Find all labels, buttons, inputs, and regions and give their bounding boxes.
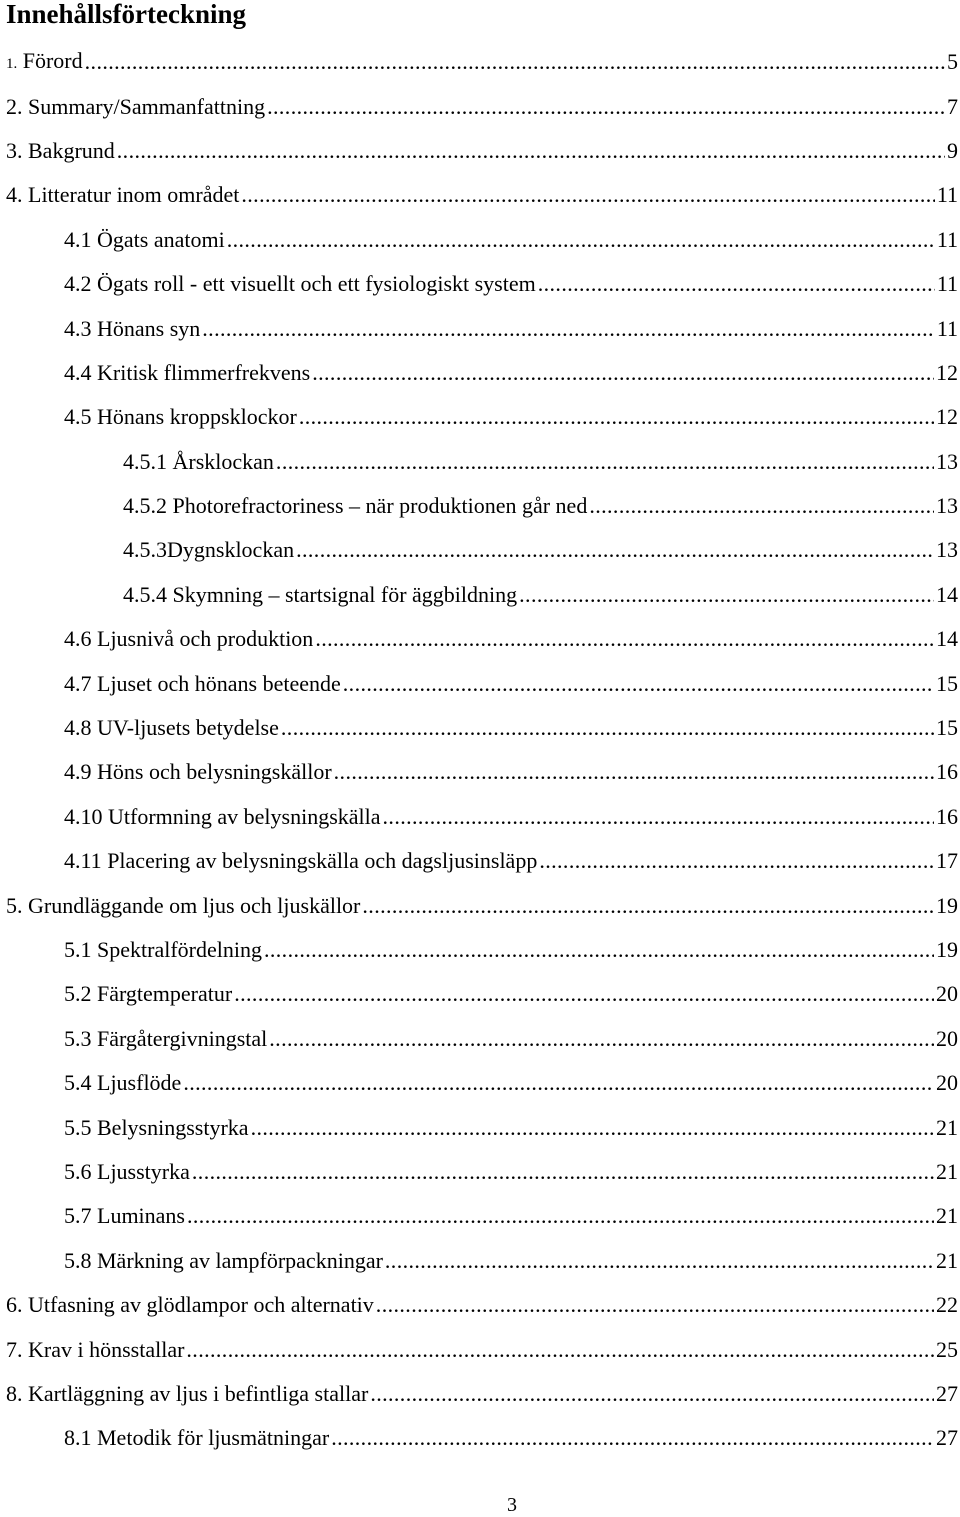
- toc-entry-label: Spektralfördelning: [97, 937, 262, 962]
- dot-leader: [539, 839, 934, 883]
- toc-entry-number: 4.11: [64, 848, 102, 874]
- dot-leader: [370, 1372, 934, 1416]
- toc-entry-number: 4.7: [64, 670, 92, 696]
- toc-entry[interactable]: [0, 795, 958, 839]
- toc-entry-title: [6, 884, 360, 928]
- toc-entry-page: 5: [947, 49, 958, 75]
- toc-entry[interactable]: [0, 972, 958, 1016]
- toc-heading: Innehållsförteckning: [6, 0, 247, 29]
- toc-entry-label: Årsklockan: [172, 448, 274, 474]
- toc-entry-label: Hönans kroppsklockor: [97, 404, 297, 430]
- dot-leader: [187, 1194, 934, 1238]
- toc-entry-title: [6, 1283, 374, 1327]
- toc-entry-label: Ljusnivå och produktion: [97, 626, 314, 652]
- dot-leader: [267, 85, 945, 129]
- toc-entry-page: 13: [936, 493, 958, 519]
- toc-entry-title: [6, 173, 239, 217]
- dot-leader: [385, 1239, 934, 1283]
- toc-entry-number: 4.6: [64, 626, 92, 652]
- toc-entry-number: 5.5: [64, 1114, 92, 1140]
- toc-entry-label: Ljusstyrka: [97, 1158, 190, 1184]
- toc-entry-number: 1.: [6, 55, 18, 72]
- toc-entry-number: 5.1: [64, 937, 92, 962]
- toc-entry-page: 12: [936, 404, 958, 430]
- toc-entry-number: 4.4: [64, 359, 92, 385]
- toc-entry-label: Photorefractoriness – när produktionen går ned: [172, 493, 588, 519]
- toc-entry[interactable]: [0, 839, 958, 883]
- toc-entry-page: 15: [936, 715, 958, 741]
- toc-entry-title: [64, 1150, 190, 1194]
- toc-entry-label: Kritisk flimmerfrekvens: [97, 359, 311, 385]
- toc-entry[interactable]: [0, 706, 958, 750]
- toc-entry[interactable]: [0, 1283, 958, 1327]
- toc-entry-title: [64, 1061, 181, 1105]
- toc-entry-label: Skymning – startsignal för äggbildning: [172, 581, 518, 607]
- dot-leader: [589, 484, 934, 528]
- toc-entry-title: [64, 218, 225, 262]
- toc-entry-page: 27: [936, 1425, 958, 1451]
- toc-entry-page: 20: [936, 981, 958, 1007]
- toc-entry-title: [64, 1194, 185, 1238]
- dot-leader: [376, 1283, 934, 1327]
- toc-entry[interactable]: [0, 528, 958, 572]
- toc-entry[interactable]: [0, 1239, 958, 1283]
- toc-entry-page: 21: [936, 1203, 958, 1229]
- toc-entry-label: Summary/Sammanfattning: [28, 93, 266, 119]
- toc-entry-title: [64, 1239, 383, 1283]
- toc-entry-label: Ögats anatomi: [97, 226, 225, 252]
- toc-entry-page: 11: [936, 315, 958, 341]
- toc-entry-page: 19: [936, 937, 958, 962]
- toc-entry-title: [64, 395, 297, 439]
- dot-leader: [334, 750, 934, 794]
- toc-entry-number: 5.: [6, 892, 23, 918]
- dot-leader: [234, 972, 934, 1016]
- dot-leader: [183, 1061, 934, 1105]
- toc-entry-number: 5.2: [64, 981, 92, 1007]
- toc-entry-label: Förord: [22, 47, 83, 73]
- toc-entry-number: 8.: [6, 1380, 23, 1406]
- toc-entry-page: 7: [947, 93, 958, 119]
- toc-entry[interactable]: [0, 883, 958, 927]
- toc-entry-label: Ljusflöde: [97, 1070, 182, 1096]
- toc-entry-label: Höns och belysningskällor: [97, 759, 332, 785]
- dot-leader: [251, 1106, 934, 1150]
- dot-leader: [331, 1416, 934, 1460]
- toc-entry-page: 11: [936, 182, 958, 208]
- toc-entry[interactable]: [0, 1194, 958, 1238]
- toc-entry[interactable]: [0, 351, 958, 395]
- toc-entry-title: [64, 307, 200, 351]
- toc-entry-page: 17: [936, 848, 958, 874]
- toc-entry[interactable]: [0, 1017, 958, 1061]
- toc-entry-title: [64, 662, 341, 706]
- toc-entry[interactable]: [0, 440, 958, 484]
- toc-entry-page: 16: [936, 803, 958, 829]
- toc-entry-label: Luminans: [97, 1203, 185, 1229]
- toc-entry-label: Krav i hönsstallar: [28, 1336, 185, 1362]
- dot-leader: [117, 129, 945, 173]
- toc-entry-label: UV-ljusets betydelse: [97, 715, 279, 741]
- toc-entry-number: 4.8: [64, 715, 92, 741]
- dot-leader: [362, 884, 934, 928]
- toc-entry[interactable]: [0, 306, 958, 350]
- toc-entry[interactable]: [0, 573, 958, 617]
- toc-entry-page: 25: [936, 1336, 958, 1362]
- toc-entry-title: [6, 1372, 368, 1416]
- toc-entry-page: 15: [936, 670, 958, 696]
- toc-entry-title: [123, 528, 294, 572]
- toc-entry-number: 5.6: [64, 1158, 92, 1184]
- dot-leader: [343, 662, 934, 706]
- toc-entry-page: 14: [936, 626, 958, 652]
- toc-entry-number: 4.5.2: [123, 493, 167, 519]
- toc-entry-label: Grundläggande om ljus och ljuskällor: [28, 892, 361, 918]
- toc-entry-title: [64, 617, 313, 661]
- toc-entry[interactable]: [0, 928, 958, 972]
- toc-entry[interactable]: [0, 129, 958, 173]
- toc-entry-title: [64, 1106, 249, 1150]
- toc-entry[interactable]: [0, 750, 958, 794]
- toc-entry[interactable]: [0, 1416, 958, 1460]
- toc-entry-title: [6, 85, 265, 129]
- toc-entry-title: [123, 573, 517, 617]
- toc-entry-number: 4.5.1: [123, 448, 167, 474]
- toc-entry-number: 5.8: [64, 1247, 92, 1273]
- toc-entry-number: 6.: [6, 1292, 23, 1318]
- toc-entry-title: [64, 706, 279, 750]
- toc-entry-page: 11: [936, 226, 958, 252]
- toc-entry-label: Färgåtergivningstal: [97, 1025, 268, 1051]
- toc-entry-page: 27: [936, 1380, 958, 1406]
- toc-entry-number: 4.5.4: [123, 581, 167, 607]
- toc-entry-label: Litteratur inom området: [28, 182, 240, 208]
- dot-leader: [383, 795, 934, 839]
- dot-leader: [312, 351, 934, 395]
- toc-entry-page: 21: [936, 1247, 958, 1273]
- toc-entry-number: 4.9: [64, 759, 92, 785]
- toc-entry-label: Kartläggning av ljus i befintliga stallar: [28, 1380, 369, 1406]
- toc-entry-title: [64, 972, 232, 1016]
- toc-entry-title: [6, 129, 115, 173]
- toc-entry-page: 13: [936, 448, 958, 474]
- toc-entry-label: Märkning av lampförpackningar: [97, 1247, 383, 1273]
- toc-entry-label: Utfasning av glödlampor och alternativ: [28, 1292, 374, 1318]
- toc-entry-title: [64, 839, 537, 883]
- dot-leader: [202, 307, 935, 351]
- toc-entry-page: 21: [936, 1114, 958, 1140]
- dot-leader: [296, 528, 934, 572]
- toc-entry[interactable]: [0, 173, 958, 217]
- toc-entry-number: 4.5.3: [123, 537, 167, 563]
- toc-entry[interactable]: [0, 1105, 958, 1149]
- toc-entry-label: Metodik för ljusmätningar: [97, 1425, 330, 1451]
- toc-entry-label: Färgtemperatur: [97, 981, 233, 1007]
- toc-entry-title: [64, 351, 310, 395]
- toc-entry-label: Utformning av belysningskälla: [108, 803, 381, 829]
- toc-entry-page: 12: [936, 359, 958, 385]
- toc-entry-number: 4.5: [64, 404, 92, 430]
- dot-leader: [299, 395, 934, 439]
- toc-entry[interactable]: [0, 40, 958, 84]
- toc-entry-page: 13: [936, 537, 958, 563]
- toc-entry[interactable]: [0, 617, 958, 661]
- toc-entry-number: 7.: [6, 1336, 23, 1362]
- toc-entry-number: 4.2: [64, 271, 92, 297]
- toc-entry-number: 3.: [6, 137, 23, 163]
- dot-leader: [227, 218, 935, 262]
- dot-leader: [315, 617, 934, 661]
- toc-entry-title: [64, 1416, 329, 1460]
- toc-entry-label: Dygnsklockan: [167, 537, 295, 563]
- toc-entry-title: [6, 39, 83, 86]
- dot-leader: [276, 440, 934, 484]
- toc-entry-label: Ögats roll - ett visuellt och ett fysiologiskt system: [97, 271, 536, 297]
- toc-entry[interactable]: [0, 1327, 958, 1371]
- page-number: 3: [507, 1494, 517, 1516]
- toc-entry-page: 16: [936, 759, 958, 785]
- toc-entry-page: 20: [936, 1025, 958, 1051]
- toc-entry-title: [64, 928, 262, 972]
- toc-entry[interactable]: [0, 1372, 958, 1416]
- toc-entry-label: Placering av belysningskälla och dagsljusinsläpp: [107, 848, 538, 874]
- dot-leader: [538, 262, 935, 306]
- toc-entry-title: [64, 262, 536, 306]
- dot-leader: [186, 1328, 934, 1372]
- toc-entry[interactable]: [0, 1150, 958, 1194]
- toc-entry-page: 9: [947, 137, 958, 163]
- toc-entry[interactable]: [0, 484, 958, 528]
- toc-entry[interactable]: [0, 218, 958, 262]
- dot-leader: [85, 40, 945, 84]
- dot-leader: [192, 1150, 934, 1194]
- toc-entry-number: 8.1: [64, 1425, 92, 1451]
- toc-entry-title: [64, 750, 332, 794]
- dot-leader: [241, 173, 934, 217]
- toc-entry-title: [123, 484, 587, 528]
- toc-entry-number: 4.1: [64, 226, 92, 252]
- dot-leader: [264, 928, 934, 972]
- dot-leader: [281, 706, 934, 750]
- toc-entry-number: 5.4: [64, 1070, 92, 1096]
- toc-entry-title: [64, 795, 381, 839]
- toc-entry-number: 2.: [6, 93, 23, 119]
- toc-entry-title: [64, 1017, 267, 1061]
- toc-entry[interactable]: [0, 1061, 958, 1105]
- toc-entry-label: Bakgrund: [28, 137, 115, 163]
- toc-entry-label: Ljuset och hönans beteende: [97, 670, 341, 696]
- toc-entry-number: 4.: [6, 182, 23, 208]
- toc-entry-page: 11: [936, 271, 958, 297]
- table-of-contents: [0, 40, 960, 1461]
- toc-entry-page: 14: [936, 581, 958, 607]
- toc-entry-number: 4.3: [64, 315, 92, 341]
- toc-entry-number: 5.7: [64, 1203, 92, 1229]
- toc-entry-label: Belysningsstyrka: [97, 1114, 249, 1140]
- toc-entry[interactable]: [0, 262, 958, 306]
- toc-entry-page: 21: [936, 1158, 958, 1184]
- toc-entry-page: 22: [936, 1292, 958, 1318]
- toc-entry-number: 5.3: [64, 1025, 92, 1051]
- dot-leader: [519, 573, 934, 617]
- toc-entry-label: Hönans syn: [97, 315, 201, 341]
- toc-entry[interactable]: [0, 395, 958, 439]
- toc-entry-page: 20: [936, 1070, 958, 1096]
- toc-entry-title: [6, 1328, 184, 1372]
- toc-entry-page: 19: [936, 892, 958, 918]
- dot-leader: [269, 1017, 934, 1061]
- toc-entry[interactable]: [0, 84, 958, 128]
- toc-entry-number: 4.10: [64, 803, 103, 829]
- toc-entry-title: [123, 440, 274, 484]
- toc-entry[interactable]: [0, 661, 958, 705]
